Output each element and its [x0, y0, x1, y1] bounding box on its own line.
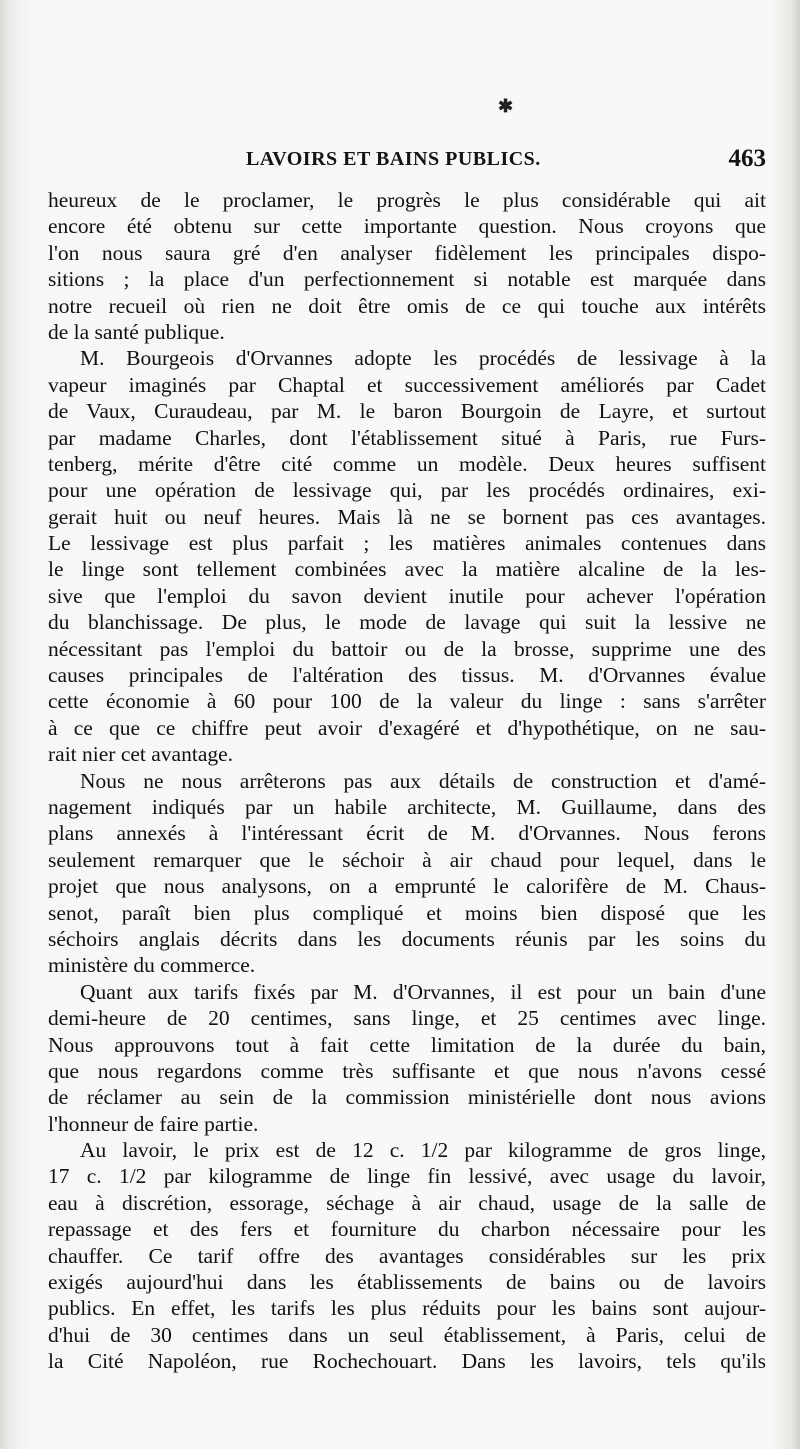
body-text [48, 187, 766, 1375]
text-line: sitions ; la place d'un perfectionnement si notable est marquée dans [48, 267, 766, 292]
text-line: vapeur imaginés par Chaptal et successivement améliorés par Cadet [48, 372, 766, 397]
text-line: notre recueil où rien ne doit être omis de ce qui touche aux intérêts [48, 293, 766, 318]
text-line: nécessitant pas l'emploi du battoir ou de la brosse, supprime une des [48, 636, 766, 661]
text-line: publics. En effet, les tarifs les plus réduits pour les bains sont aujour- [48, 1296, 766, 1321]
running-header [48, 145, 766, 178]
text-line: repassage et des fers et fourniture du charbon nécessaire pour les [48, 1217, 766, 1242]
text-line: d'hui de 30 centimes dans un seul établissement, à Paris, celui de [48, 1322, 766, 1347]
text-line: sive que l'emploi du savon devient inutile pour achever l'opération [48, 583, 766, 608]
text-line: Nous ne nous arrêterons pas aux détails de construction et d'amé- [80, 768, 766, 793]
text-line: eau à discrétion, essorage, séchage à air chaud, usage de la salle de [48, 1190, 766, 1215]
text-line: nagement indiqués par un habile architecte, M. Guillaume, dans des [48, 794, 766, 819]
text-line: heureux de le proclamer, le progrès le plus considérable qui ait [48, 188, 766, 212]
text-line: M. Bourgeois d'Orvannes adopte les procédés de lessivage à la [80, 346, 766, 371]
text-line: tenberg, mérite d'être cité comme un modèle. Deux heures suffisent [48, 451, 766, 476]
text-line: de Vaux, Curaudeau, par M. le baron Bourgoin de Layre, et surtout [48, 399, 766, 424]
text-line: plans annexés à l'intéressant écrit de M. d'Orvannes. Nous ferons [48, 821, 766, 846]
text-line: du blanchissage. De plus, le mode de lavage qui suit la lessive ne [48, 610, 766, 635]
text-line: encore été obtenu sur cette importante question. Nous croyons que [48, 214, 766, 239]
text-line: seulement remarquer que le séchoir à air chaud pour lequel, dans le [48, 847, 766, 872]
ornament-mark: ✱ [498, 96, 514, 117]
text-line: séchoirs anglais décrits dans les documents réunis par les soins du [48, 926, 766, 951]
text-line: exigés aujourd'hui dans les établissements de bains ou de lavoirs [48, 1270, 766, 1295]
text-line: de la santé publique. [48, 319, 225, 344]
text-line: cette économie à 60 pour 100 de la valeur du linge : sans s'arrêter [48, 689, 766, 714]
text-line: chauffer. Ce tarif offre des avantages considérables sur les prix [48, 1243, 766, 1268]
text-line: à ce que ce chiffre peut avoir d'exagéré et d'hypothétique, on ne sau- [48, 715, 766, 740]
text-line: gerait huit ou neuf heures. Mais là ne se bornent pas ces avantages. [48, 504, 766, 529]
text-line: rait nier cet avantage. [48, 742, 234, 767]
text-line: demi-heure de 20 centimes, sans linge, et 25 centimes avec linge. [48, 1006, 766, 1031]
text-line: pour une opération de lessivage qui, par les procédés ordinaires, exi- [48, 478, 766, 503]
text-line: l'honneur de faire partie. [48, 1111, 259, 1136]
running-title: LAVOIRS ET BAINS PUBLICS. [246, 148, 541, 170]
text-line: Le lessivage est plus parfait ; les matières animales contenues dans [48, 531, 766, 556]
page-number: 463 [728, 145, 766, 172]
text-line: de réclamer au sein de la commission ministérielle dont nous avions [48, 1085, 766, 1110]
text-line: l'on nous saura gré d'en analyser fidèlement les principales dispo- [48, 240, 766, 265]
text-line: causes principales de l'altération des tissus. M. d'Orvannes évalue [48, 663, 766, 688]
text-line: que nous regardons comme très suffisante et que nous n'avons cessé [48, 1058, 766, 1083]
text-line: projet que nous analysons, on a emprunté le calorifère de M. Chaus- [48, 874, 766, 899]
text-line: le linge sont tellement combinées avec la matière alcaline de la les- [48, 557, 766, 582]
text-line: senot, paraît bien plus compliqué et moins bien disposé que les [48, 900, 766, 925]
text-line: Quant aux tarifs fixés par M. d'Orvannes, il est pour un bain d'une [80, 979, 766, 1004]
text-line: 17 c. 1/2 par kilogramme de linge fin lessivé, avec usage du lavoir, [48, 1164, 766, 1189]
text-line: Nous approuvons tout à fait cette limitation de la durée du bain, [48, 1032, 766, 1057]
text-line: la Cité Napoléon, rue Rochechouart. Dans les lavoirs, tels qu'ils [48, 1349, 766, 1374]
text-line: par madame Charles, dont l'établissement situé à Paris, rue Furs- [48, 425, 766, 450]
text-line: Au lavoir, le prix est de 12 c. 1/2 par kilogramme de gros linge, [80, 1138, 766, 1163]
text-line: ministère du commerce. [48, 953, 256, 978]
